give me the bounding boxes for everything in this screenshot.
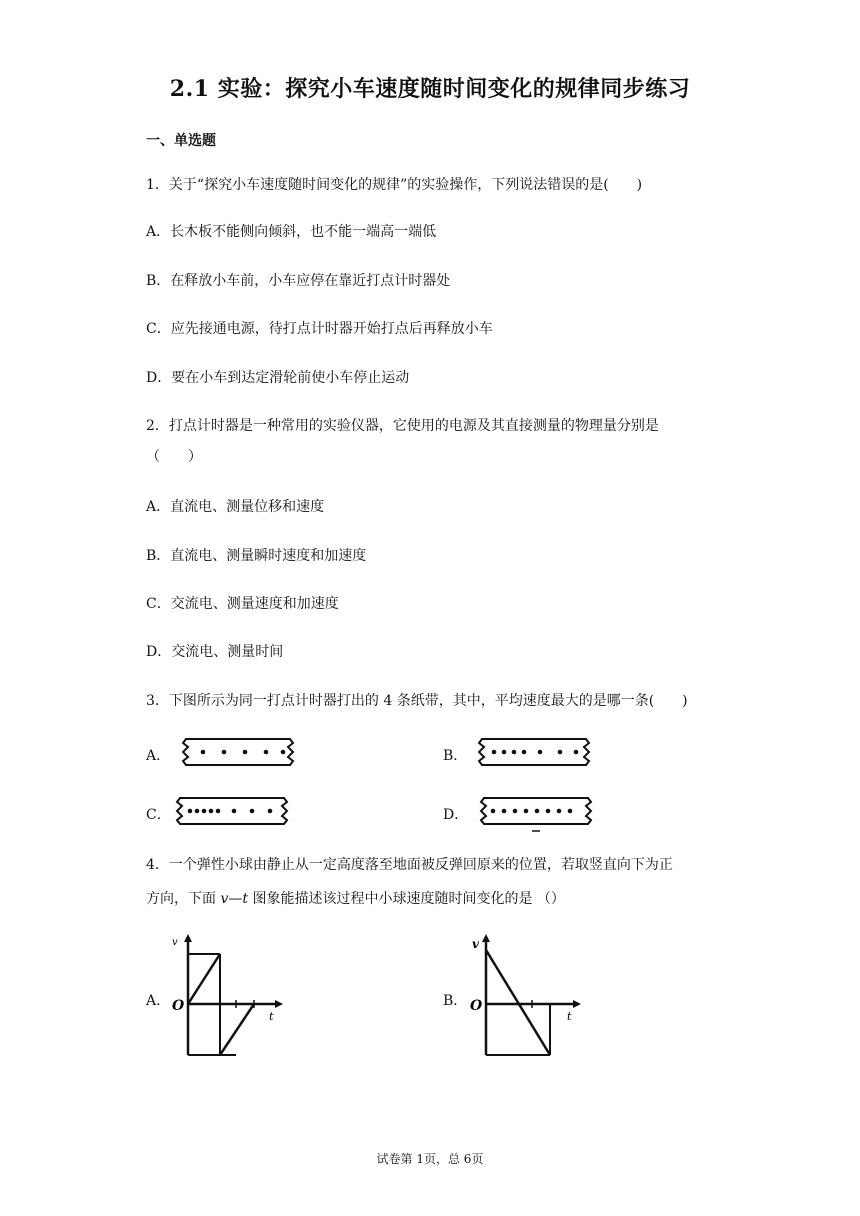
q2-stem-line1: 2．打点计时器是一种常用的实验仪器，它使用的电源及其直接测量的物理量分别是	[146, 418, 659, 434]
q4-label-a: A．	[146, 993, 171, 1009]
q2-option-d: D．交流电、测量时间	[146, 644, 284, 660]
q2-option-c: C．交流电、测量速度和加速度	[146, 596, 339, 612]
q4a-axis-t: t	[269, 1010, 274, 1023]
page-footer: 试卷第 1页，总 6页	[376, 1152, 484, 1166]
q3-tape-a	[178, 736, 300, 768]
q2-option-a: A．直流电、测量位移和速度	[146, 499, 325, 515]
q4a-axis-v: v	[172, 937, 178, 948]
section-heading: 一、单选题	[146, 133, 216, 149]
q4b-origin: O	[470, 998, 483, 1014]
q3-stem: 3．下图所示为同一打点计时器打出的 4 条纸带，其中，平均速度最大的是哪一条( )	[146, 693, 688, 709]
q1-stem: 1．关于“探究小车速度随时间变化的规律”的实验操作，下列说法错误的是( )	[146, 177, 643, 193]
q4-stem-text-pre: 方向，下面	[146, 891, 221, 907]
q4b-axis-v: v	[472, 937, 479, 951]
q1-option-c: C．应先接通电源，待打点计时器开始打点后再释放小车	[146, 321, 493, 337]
q1-option-b: B．在释放小车前，小车应停在靠近打点计时器处	[146, 273, 451, 289]
q2-stem-line2: （ ）	[146, 449, 202, 465]
q3-tape-c	[172, 795, 294, 827]
q3-label-b: B．	[443, 748, 468, 764]
q3-label-a: A．	[146, 748, 171, 764]
q1-option-a: A．长木板不能侧向倾斜，也不能一端高一端低	[146, 224, 437, 240]
q1-option-d: D．要在小车到达定滑轮前使小车停止运动	[146, 370, 410, 386]
q4-stem-text-post: 图象能描述该过程中小球速度随时间变化的是 （）	[248, 891, 565, 907]
q4-graph-b	[466, 930, 586, 1060]
page-title: 2.1 实验：探究小车速度随时间变化的规律同步练习	[169, 76, 691, 102]
q3-tape-b	[474, 736, 596, 768]
q4-label-b: B．	[443, 993, 468, 1009]
q4-stem-line1: 4．一个弹性小球由静止从一定高度落至地面被反弹回原来的位置，若取竖直向下为正	[146, 857, 673, 873]
q3-label-c: C．	[146, 807, 171, 823]
q3-label-d: D．	[443, 807, 469, 823]
q4-graph-a	[168, 930, 288, 1060]
q4a-origin: O	[172, 998, 185, 1014]
q2-option-b: B．直流电、测量瞬时速度和加速度	[146, 548, 367, 564]
q4-stem-line2	[146, 888, 565, 908]
q4-stem-dash: —	[228, 891, 243, 907]
q4b-axis-t: t	[567, 1010, 572, 1023]
q4-stem-t: t	[242, 891, 249, 907]
q4-stem-v: v	[220, 891, 229, 907]
q3-tape-d	[476, 795, 598, 835]
